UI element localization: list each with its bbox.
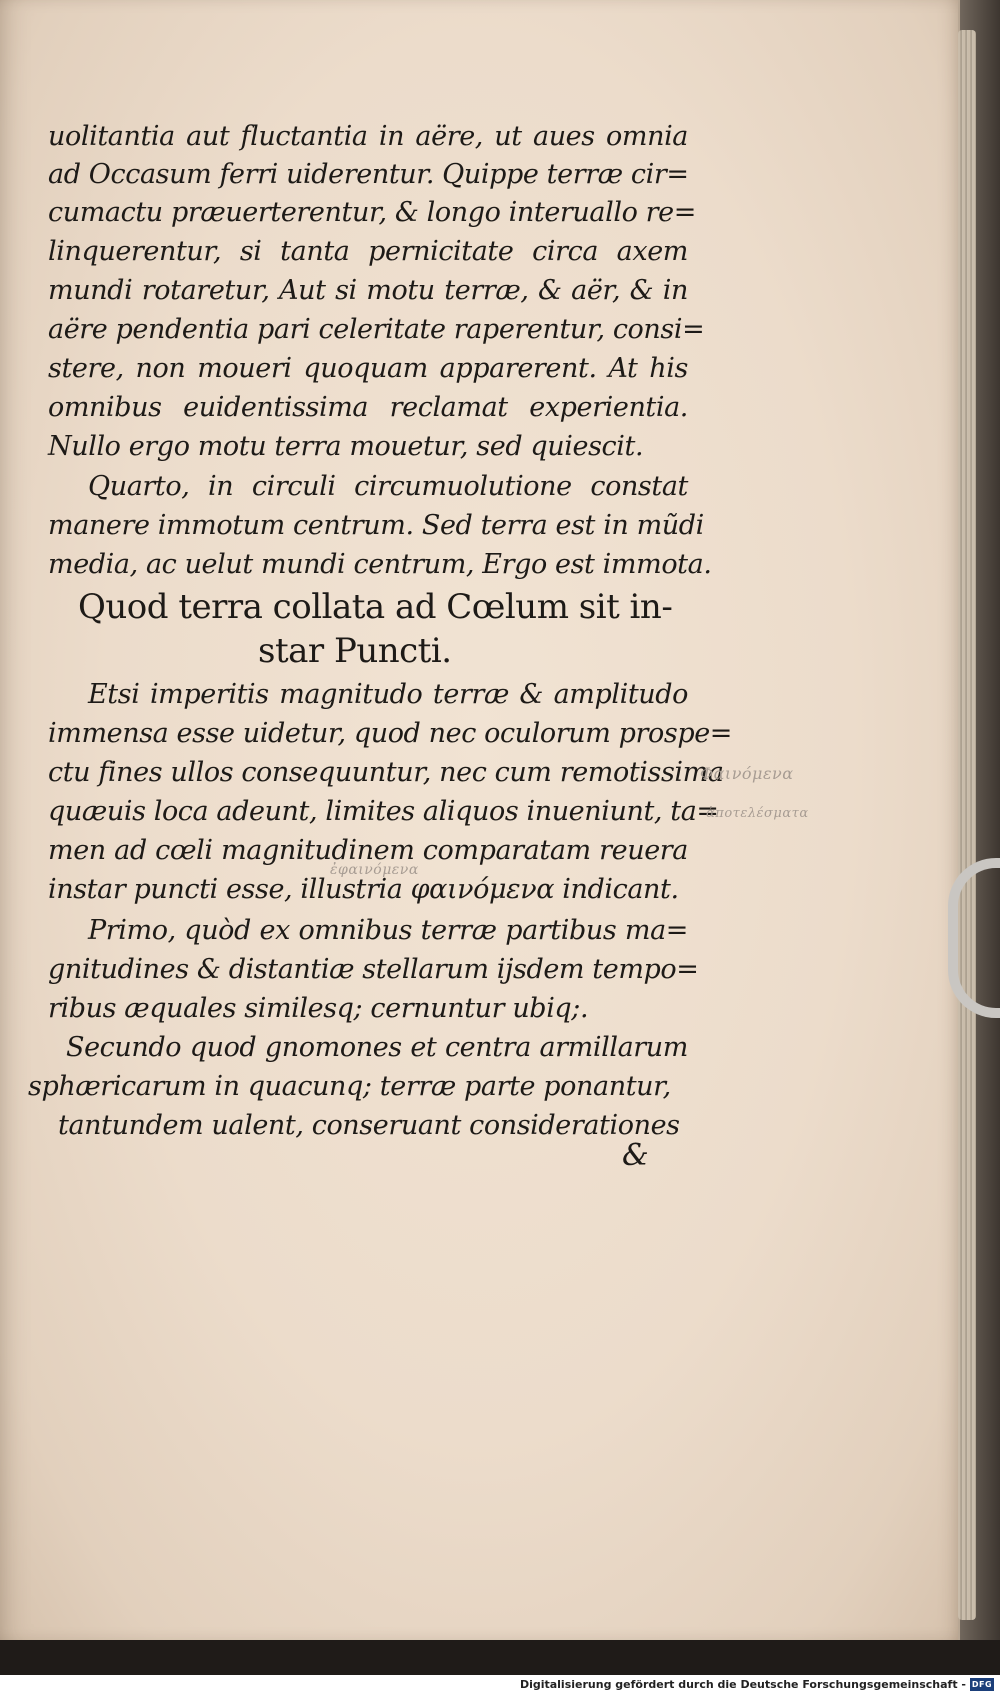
text-line: Primo, quòd ex omnibus terræ partibus ma= — [88, 915, 688, 946]
text-line: sphæricarum in quacunq; terræ parte ponantur, — [28, 1071, 671, 1102]
text-line: Etsi imperitis magnitudo terræ & amplitudo — [88, 679, 688, 710]
text-line: Secundo quod gnomones et centra armillarum — [66, 1032, 688, 1063]
section-heading-line-1: Quod terra collata ad Cœlum sit in- — [78, 587, 673, 627]
text-line: men ad cœli magnitudinem comparatam reuera — [48, 835, 688, 866]
funding-credit: Digitalisierung gefördert durch die Deutsche Forschungsgemeinschaft - — [519, 1678, 966, 1691]
text-line: tantundem ualent, conseruant considerationes — [58, 1110, 680, 1141]
interlinear-note: ἐφαινόμενα — [330, 862, 419, 878]
text-line: linquerentur, si tanta pernicitate circa axem — [48, 236, 688, 267]
text-line: Quarto, in circuli circumuolutione constat — [88, 471, 688, 502]
text-line: gnitudines & distantiæ stellarum ijsdem tempo= — [48, 954, 699, 985]
section-heading-line-2: star Puncti. — [258, 631, 452, 671]
text-line: mundi rotaretur, Aut si motu terræ, & aër, & in — [48, 275, 688, 306]
text-line: instar puncti esse, illustria φαινόμενα indicant. — [48, 874, 679, 905]
text-line: manere immotum centrum. Sed terra est in mũdi — [48, 510, 704, 541]
text-line: media, ac uelut mundi centrum, Ergo est immota. — [48, 549, 712, 580]
footer-bar — [0, 1675, 1000, 1695]
text-line: ctu fines ullos consequuntur, nec cum remotissima — [48, 757, 724, 788]
text-line: ad Occasum ferri uiderentur. Quippe terræ cir= — [48, 159, 689, 190]
text-line: aëre pendentia pari celeritate raperentur, consi= — [48, 314, 705, 345]
text-line: Nullo ergo motu terra mouetur, sed quiescit. — [48, 431, 644, 462]
page-clip — [948, 858, 1000, 1018]
text-line: ribus æquales similesq; cernuntur ubiq;. — [48, 993, 589, 1024]
margin-note: Φαινόμενα — [700, 764, 794, 783]
text-line: cumactu præuerterentur, & longo interuallo re= — [48, 197, 696, 228]
text-line: stere, non moueri quoquam apparerent. At his — [48, 353, 688, 384]
text-line: omnibus euidentissima reclamat experientia. — [48, 392, 688, 423]
margin-note: ἀποτελέσματα — [706, 806, 809, 821]
dfg-logo: DFG — [971, 1680, 993, 1689]
scan-bottom-border — [0, 1640, 1000, 1675]
text-line: quæuis loca adeunt, limites aliquos inueniunt, ta= — [48, 796, 719, 827]
catchword: & — [622, 1138, 649, 1173]
text-line: uolitantia aut fluctantia in aëre, ut aues omnia — [48, 121, 688, 152]
stacked-page-edges — [958, 30, 976, 1620]
text-line: immensa esse uidetur, quod nec oculorum prospe= — [48, 718, 733, 749]
